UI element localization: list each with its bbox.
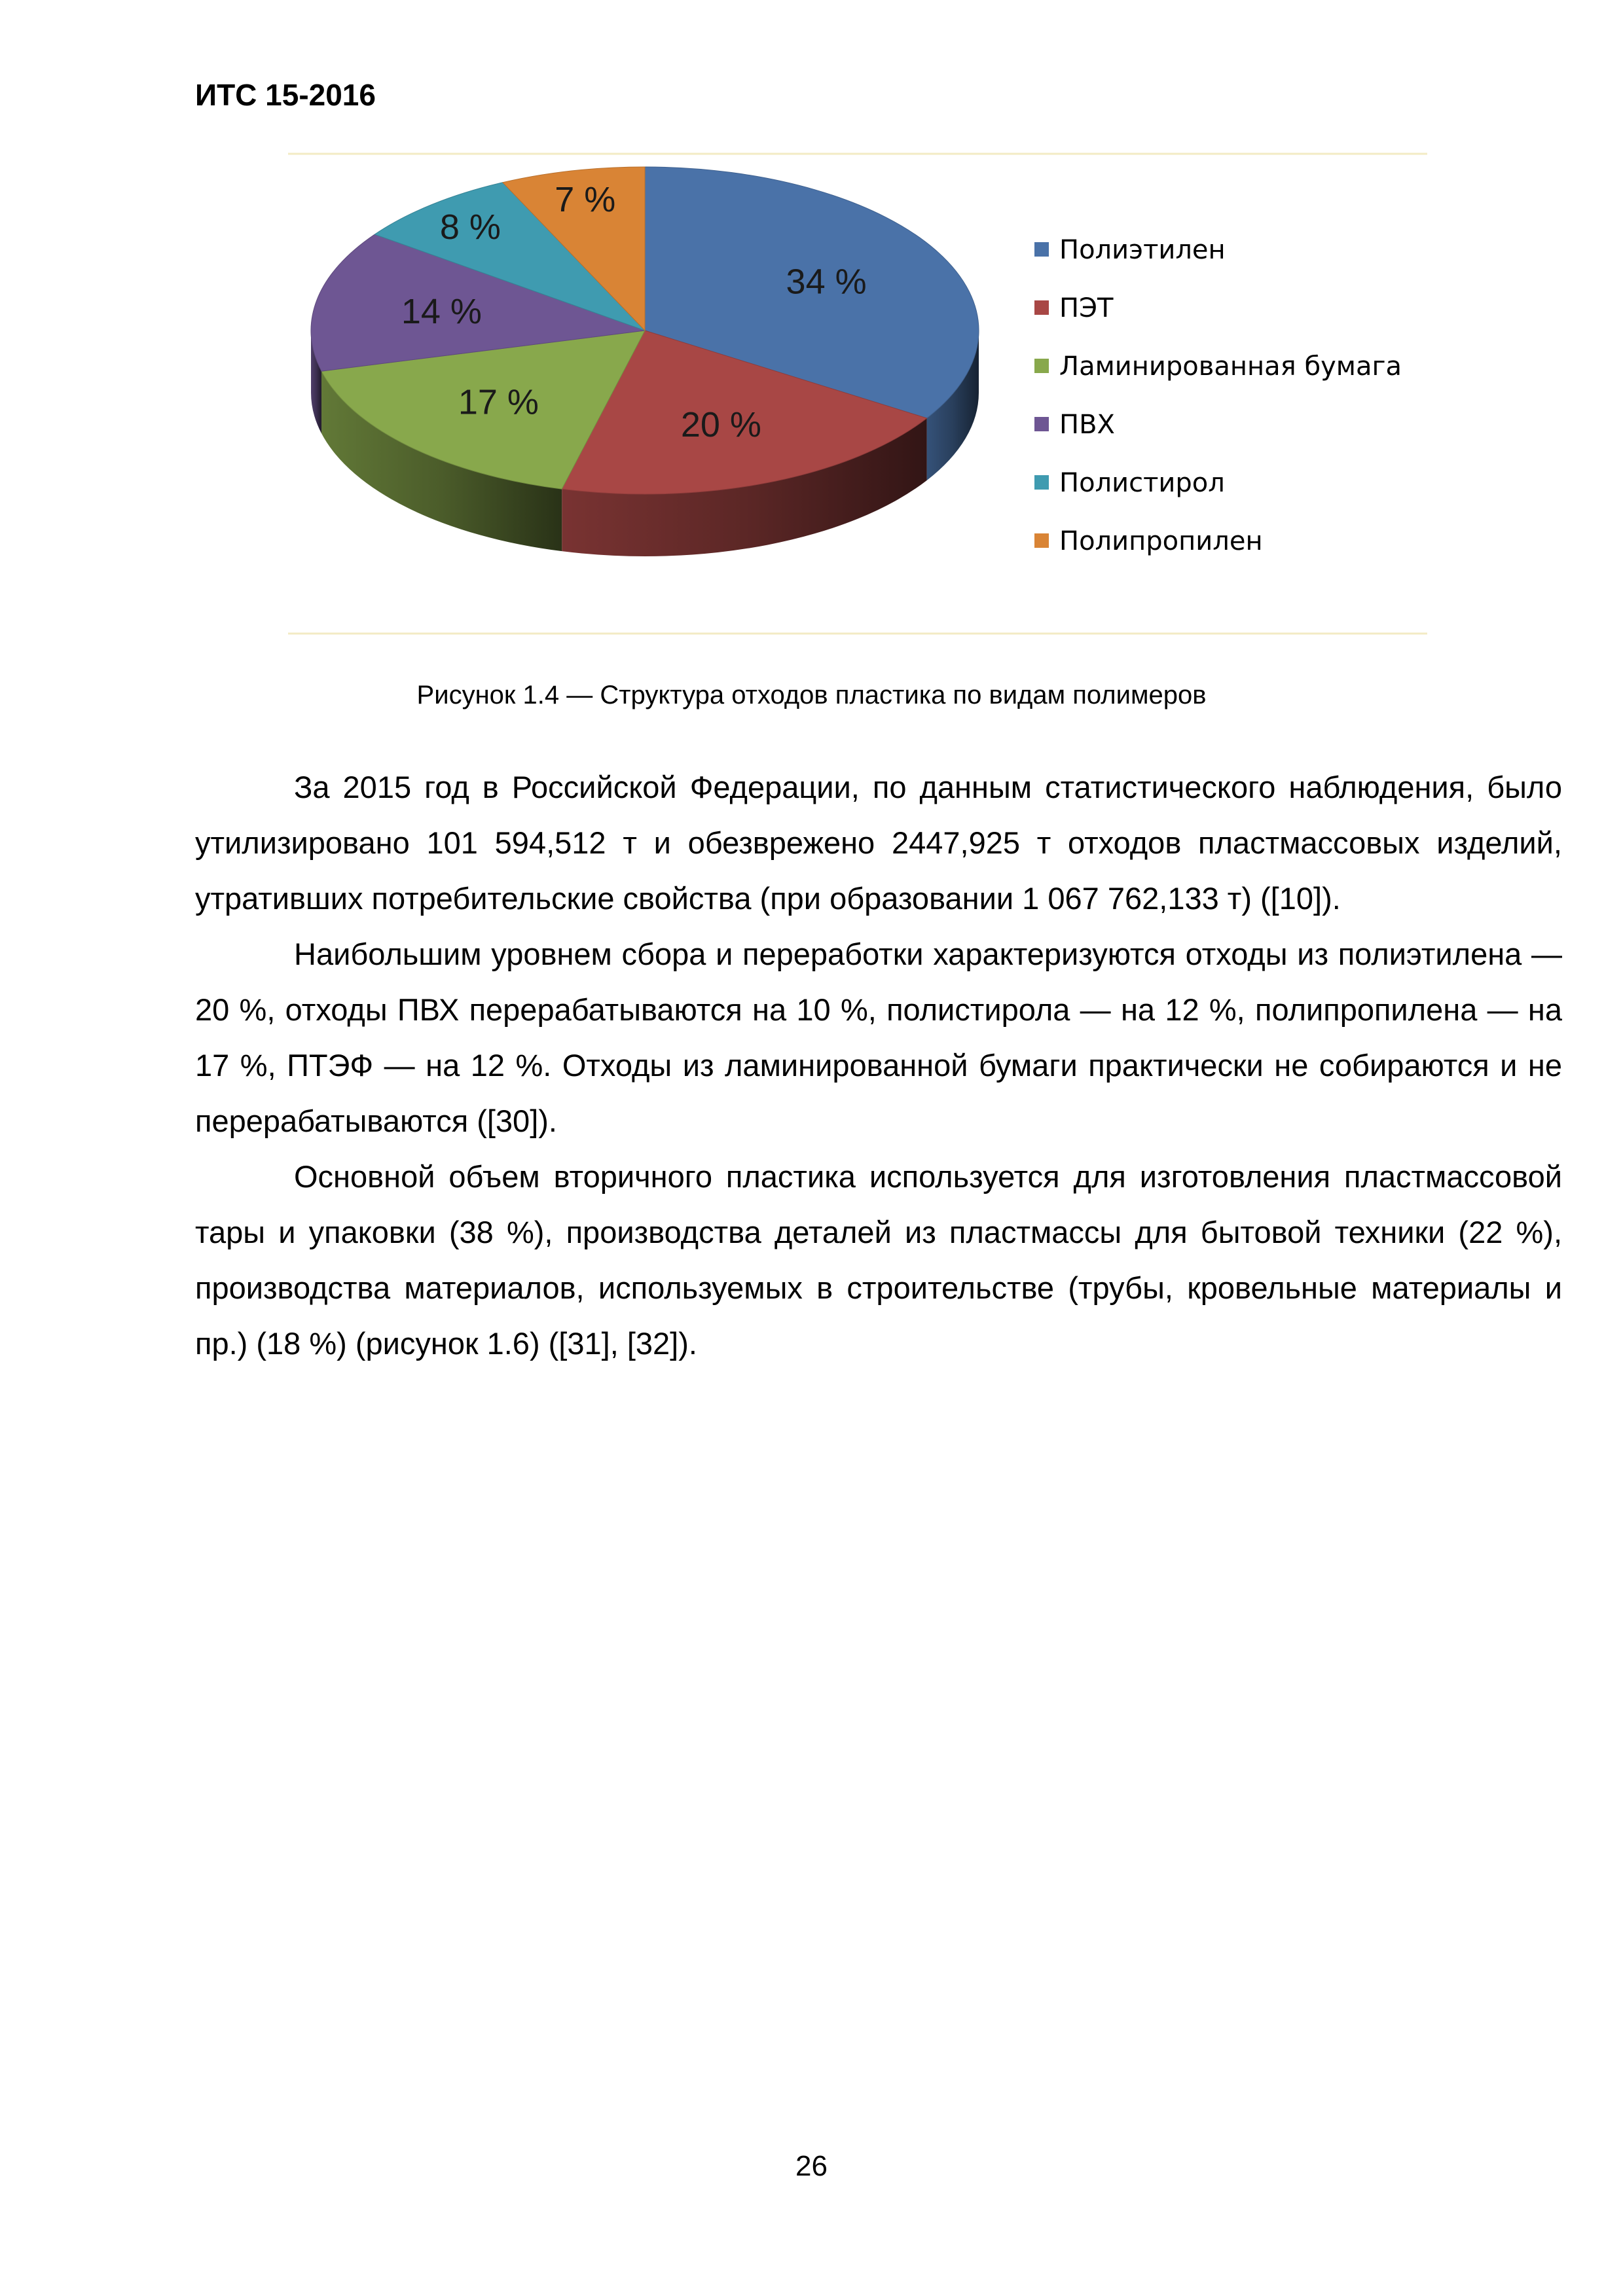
- legend-swatch-пэт: [1034, 300, 1049, 315]
- document-code-header: ИТС 15-2016: [195, 78, 376, 112]
- slice-label-пвх: 14 %: [401, 291, 482, 331]
- body-text: [195, 759, 1562, 1371]
- slice-label-пэт: 20 %: [680, 405, 761, 445]
- legend-label-полипропилен: Полипропилен: [1059, 526, 1263, 556]
- page-number: 26: [795, 2150, 828, 2182]
- legend-swatch-полиэтилен: [1034, 242, 1049, 257]
- legend-swatch-полипропилен: [1034, 533, 1049, 548]
- legend-label-ламинированная-бумага: Ламинированная бумага: [1059, 351, 1402, 382]
- legend-label-полиэтилен: Полиэтилен: [1059, 235, 1226, 265]
- legend-swatch-пвх: [1034, 417, 1049, 431]
- legend-label-пвх: ПВХ: [1059, 410, 1115, 440]
- paragraph-3: Основной объем вторичного пластика используется для изготовления пластмассовой тары и упаковки (38 %), производства деталей из пластмассы для бытовой техники (22 %), производства материалов, используемых в строительстве (трубы, кровельные материалы и пр.) (18 %) (рисунок 1.6) ([31], [32]).: [195, 1159, 1562, 1361]
- polymer-waste-pie-chart: [0, 0, 1623, 655]
- pie-chart-svg: [0, 0, 1623, 655]
- legend-label-пэт: ПЭТ: [1059, 293, 1114, 323]
- paragraph-2: Наибольшим уровнем сбора и переработки характеризуются отходы из полиэтилена — 20 %, отходы ПВХ перерабатываются на 10 %, полистирола — на 12 %, полипропилена — на 17 %, ПТЭФ — на 12 %. Отходы из ламинированной бумаги практически не собираются и не перерабатываются ([30]).: [195, 937, 1562, 1138]
- pie-legend: [1034, 235, 1402, 556]
- slice-label-полистирол: 8 %: [439, 207, 501, 247]
- paragraph-1: За 2015 год в Российской Федерации, по данным статистического наблюдения, было утилизировано 101 594,512 т и обезврежено 2447,925 т отходов пластмассовых изделий, утративших потребительские свойства (при образовании 1 067 762,133 т) ([10]).: [195, 770, 1562, 916]
- legend-swatch-ламинированная-бумага: [1034, 359, 1049, 373]
- figure-caption: Рисунок 1.4 — Структура отходов пластика по видам полимеров: [416, 681, 1207, 709]
- slice-label-полиэтилен: 34 %: [786, 262, 867, 302]
- slice-label-ламинированная-бумага: 17 %: [458, 382, 539, 422]
- legend-swatch-полистирол: [1034, 475, 1049, 490]
- slice-label-полипропилен: 7 %: [555, 179, 616, 219]
- legend-label-полистирол: Полистирол: [1059, 468, 1225, 498]
